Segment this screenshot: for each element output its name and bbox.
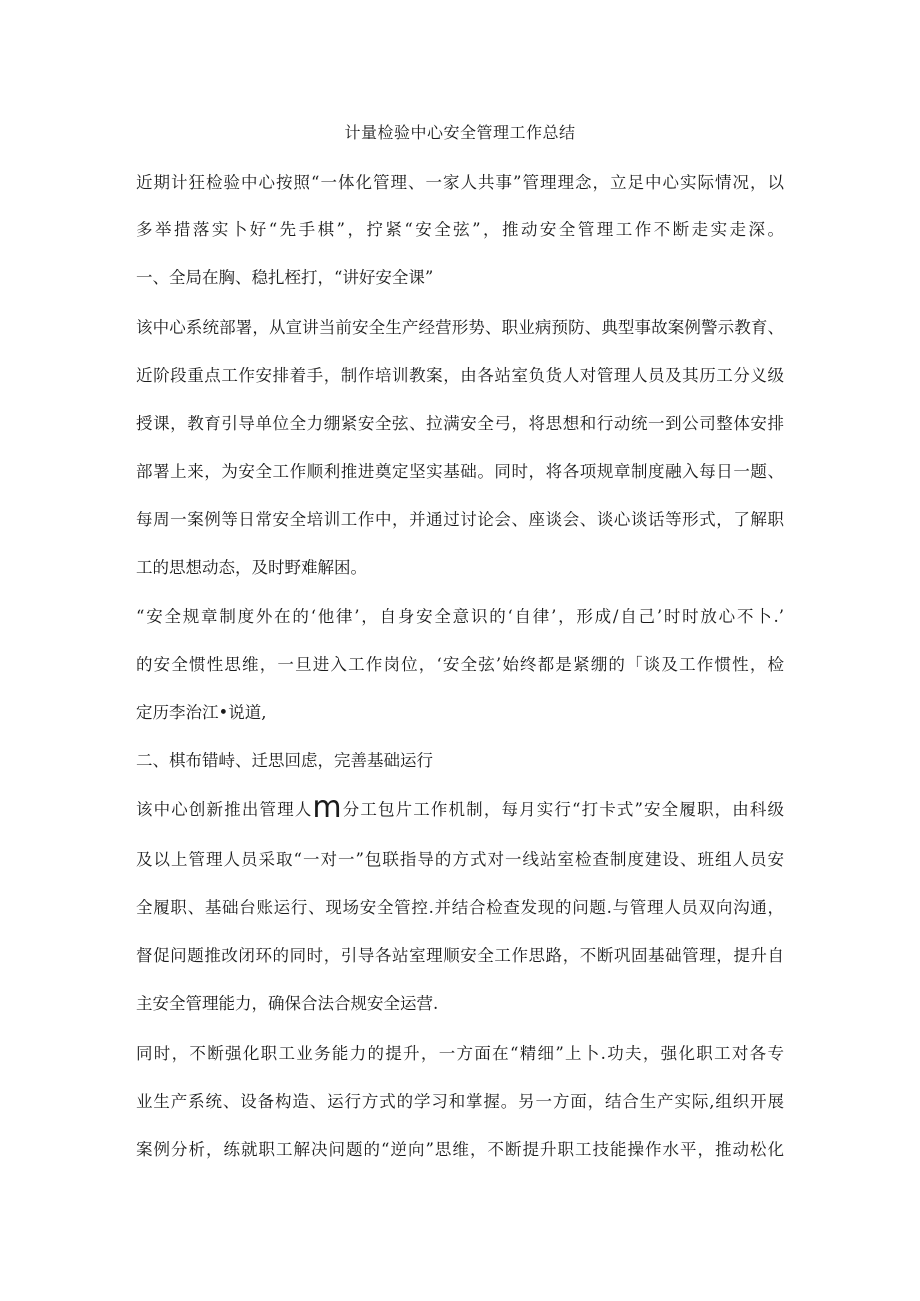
paragraph-line-part: 该中心创新推出管理人 <box>136 800 313 819</box>
paragraph-line: 同时，不断强化职工业务能力的提升，一方面在“精细”上卜.功夫，强化职工对各专 <box>136 1044 784 1063</box>
paragraph-line: 授课，教育引导单位全力绷紧安全弦、拉满安全弓，将思想和行动统一到公司整体安排 <box>136 414 784 433</box>
section-heading: 二、棋布错峙、迁思回虑，完善基础运行 <box>136 751 433 770</box>
paragraph-line: 的安全惯性思维，一旦进入工作岗位，‘安全弦’始终都是紧绷的「谈及工作惯性，检 <box>136 655 784 674</box>
ocr-artifact-m: m <box>312 790 342 825</box>
paragraph-line <box>136 790 784 825</box>
paragraph-line-part: 分工包片工作机制，每月实行“打卡式”安全履职，由科级 <box>341 800 784 819</box>
paragraph-line: 近阶段重点工作安排着手，制作培训教案，由各站室负货人对管理人员及其历工分义级 <box>136 366 784 385</box>
paragraph-line: 部署上来，为安全工作顺利推进奠定坚实基础。同时，将各项规章制度融入每日一题、 <box>136 462 784 481</box>
paragraph-line: 主安全管理能力，确保合法合规安全运营. <box>136 994 439 1013</box>
paragraph-line: 督促问题推改闭环的同时，引导各站室理顺安全工作思路，不断巩固基础管理，提升自 <box>136 946 784 965</box>
paragraph-line: 该中心系统部署，从宣讲当前安全生产经营形势、职业病预防、典型事故案例警示教育、 <box>136 318 784 337</box>
paragraph-line: 每周一案例等日常安全培训工作中，并通过讨论会、座谈会、谈心谈话等形式，了解职 <box>136 510 784 529</box>
paragraph-line: 定历李治江•说道, <box>136 703 267 722</box>
paragraph-line: 及以上管理人员采取“一对一”包联指导的方式对一线站室检查制度建设、班组人员安 <box>136 850 784 869</box>
paragraph-line: 工的思想动态，及时野难解困。 <box>136 558 367 577</box>
paragraph-line: 业生产系统、设备构造、运行方式的学习和掌握。另一方面，结合生产实际,组织开展 <box>136 1092 784 1111</box>
paragraph-line: 近期计狂检验中心按照“一体化管理、一家人共事”管理理念，立足中心实际情况，以 <box>136 173 784 192</box>
paragraph-line: 全履职、基础台账运行、现场安全管控.并结合检查发现的问题.与管理人员双向沟通， <box>136 898 784 917</box>
section-heading: 一、全局在胸、稳扎桎打，“讲好安全课” <box>136 268 434 287</box>
paragraph-line: 多举措落实卜好“先手棋”，拧紧“安全弦”，推动安全管理工作不断走实走深。 <box>136 220 784 239</box>
document-title: 计量检验中心安全管理工作总结 <box>344 123 576 142</box>
paragraph-line: 案例分析，练就职工解决问题的“逆向”思维，不断提升职工技能操作水平，推动松化 <box>136 1140 784 1159</box>
paragraph-line: “安全规章制度外在的‘他律’，自身安全意识的‘自律’，形成/自己’时时放心不卜.’ <box>136 607 784 626</box>
